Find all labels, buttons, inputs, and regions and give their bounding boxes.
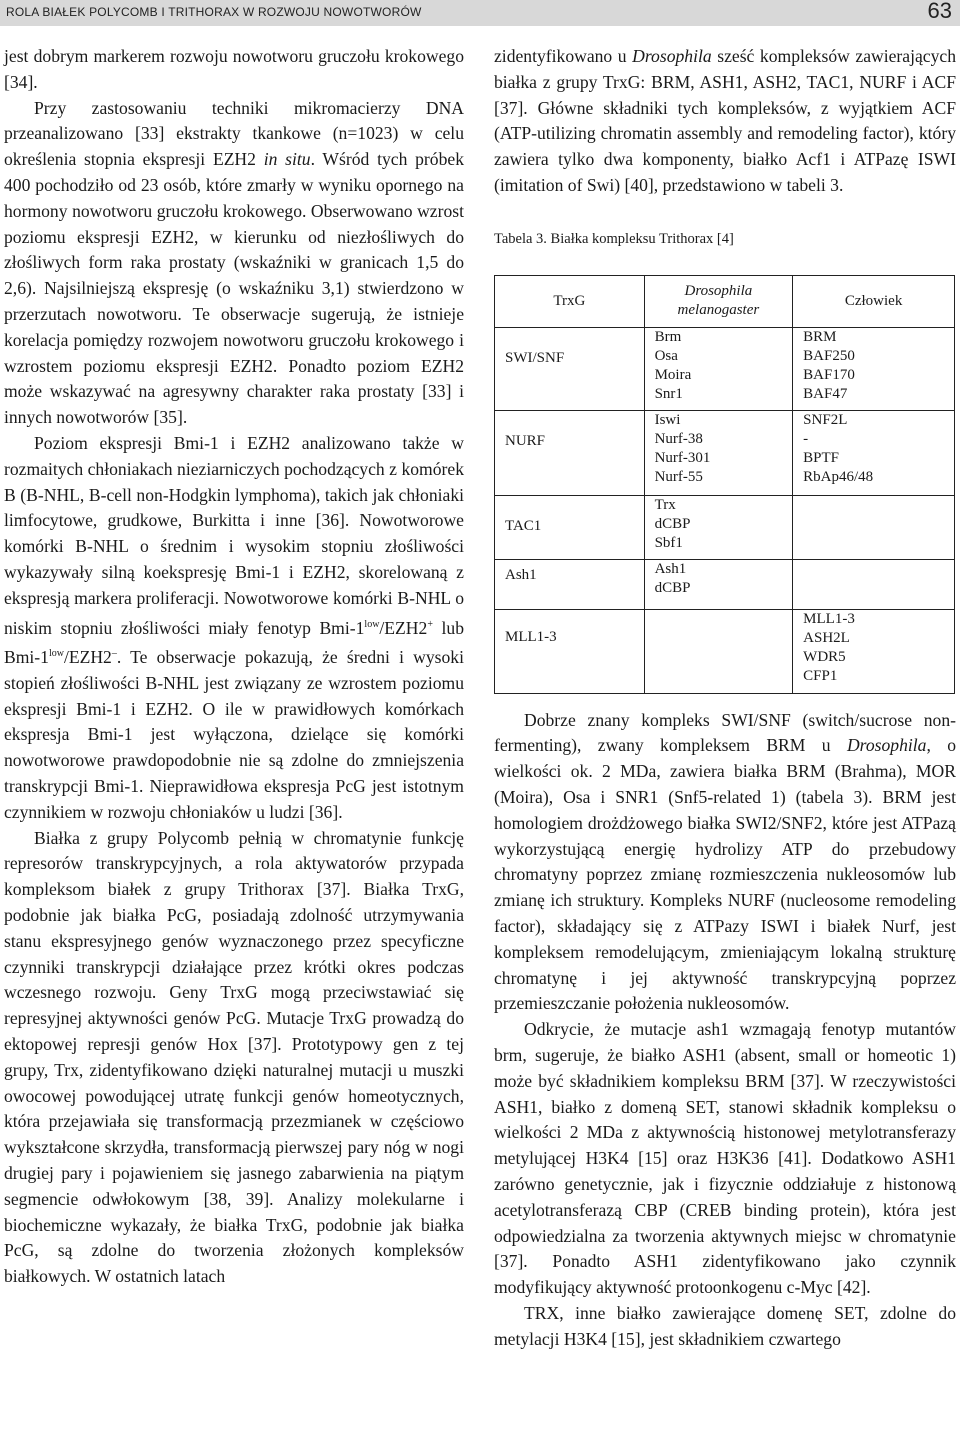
table-row — [495, 609, 955, 693]
table-cell: MLL1-3 ASH2L WDR5 CFP1 — [793, 609, 955, 693]
page-number: 63 — [927, 0, 952, 23]
paragraph: Białka z grupy Polycomb pełnią w chromatynie funkcję represorów transkrypcyjnych, a rola aktywatorów przypada kompleksom białek z grupy Trithorax [37]. Białka TrxG, podobnie jak białka PcG, posiadają zdolność utrzymywania stanu ekspresyjnego genów wyznaczonego przez specyficzne czynniki transkrypcji działające przez krótki okres podczas wczesnego rozwoju. Geny TrxG mogą przeciwstawiać się represyjnej aktywności genów PcG. Mutacje TrxG prowadzą do ektopowej represji genów Hox [37]. Prototypowy gen z tej grupy, Trx, zidentyfikowano dzięki naturalnej mutacji u muszki owocowej powodującej utratę funkcji genów homeotycznych, która przejawiała się transformacją przezmianek w częściowo wykształcone skrzydła, transformacją pierwszej pary nóg w nogi drugiej pary i pojawieniem się jasnego zabarwienia na piątym segmencie odwłokowym [38, 39]. Analizy molekularne i biochemiczne wykazały, że białka TrxG, podobnie jak białka PcG, są zdolne do tworzenia złożonych kompleksów białkowych. W ostatnich latach — [4, 827, 464, 1287]
trithorax-table — [494, 275, 955, 694]
running-title: ROLA BIAŁEK POLYCOMB I TRITHORAX W ROZWOJU NOWOTWORÓW — [6, 5, 422, 19]
table-header-cell: TrxG — [495, 275, 645, 327]
table-header-cell: Człowiek — [793, 275, 955, 327]
paragraph: TRX, inne białko zawierające domenę SET, zdolne do metylacji H3K4 [15], jest składnikiem czwartego — [494, 1302, 956, 1349]
table-cell — [793, 559, 955, 609]
paragraph: Poziom ekspresji Bmi-1 i EZH2 analizowano także w rozmaitych chłoniakach nieziarniczych pochodzących z komórek B (B-NHL, B-cell non-Hodgkin lymphoma), takich jak chłoniaki limfocytowe, grudkowe, Burkitta i inne [36]. Nowotworowe komórki B-NHL o średnim i wysokim stopniu złośliwości wykazywały silną koekspresję Bmi-1 i EZH2, skorelowaną z ekspresją markera proliferacji. Nowotworowe komórki B-NHL o niskim stopniu złośliwości miały fenotyp Bmi-$1^{low}/EZH2^+$ lub Bmi-$1^{low}/EZH2^-$. Te obserwacje pokazują, że średni i wysoki stopień złośliwości B-NHL jest związany ze wzrostem poziomu ekspresji Bmi-1 i EZH2. O ile w prawidłowych komórkach ekspresja Bmi-1 jest wyłączona, dzielące się komórki nowotworowe prawdopodobnie nie są zdolne do zmniejszenia transkrypcji Bmi-1. Nieprawidłowa ekspresja PcG jest istotnym czynnikiem w rozwoju chłoniaków u ludzi [36]. — [4, 432, 464, 822]
table-row — [495, 327, 955, 410]
table-row — [495, 559, 955, 609]
paragraph: Przy zastosowaniu techniki mikromacierzy DNA przeanalizowano [33] ekstrakty tkankowe (n=1023) w celu określenia stopnia ekspresji EZH2 in situ. Wśród tych próbek 400 pochodziło od 23 osób, które zmarły w wyniku opornego na hormony nowotworu gruczołu krokowego. Obserwowano wzrost poziomu ekspresji EZH2, w kierunku od niezłośliwych do złośliwych form raka prostaty (wskaźniki w granicach 1,5 do 2,6). Najsilniejszą ekspresję (o wskaźniku 3,1) stwierdzono w przerzutach nowotworu. Te obserwacje sugerują, że istnieje korelacja pomiędzy rozwojem nowotworu gruczołu krokowego i wzrostem poziomu ekspresji EZH2. Ponadto poziom EZH2 może wskazywać na agresywny charakter raka prostaty [33] i innych nowotworów [35]. — [4, 97, 464, 428]
table-cell: SWI/SNF — [495, 327, 645, 410]
table-cell: Iswi Nurf-38 Nurf-301 Nurf-55 — [644, 410, 793, 495]
table-cell: Brm Osa Moira Snr1 — [644, 327, 793, 410]
paragraph: zidentyfikowano u Drosophila sześć kompleksów zawierających białka z grupy TrxG: BRM, ASH1, ASH2, TAC1, NURF i ACF [37]. Główne składniki tych kompleksów, z wyjątkiem ACF (ATP-utilizing chromatin assembly and remodeling factor), który zawiera tylko dwa komponenty, białko Acf1 i ATPazę ISWI (imitation of Swi) [40], przedstawiono w tabeli 3. — [494, 46, 956, 195]
paragraph: Odkrycie, że mutacje ash1 wzmagają fenotyp mutantów brm, sugeruje, że białko ASH1 (absent, small or homeotic 1) może być składnikiem kompleksu BRM [37]. W rzeczywistości ASH1, białko z domeną SET, stanowi składnik kompleksu o wielkości 2 MDa z aktywnością histonowej metylotransferazy metylującej H3K4 [15] oraz H3K36 [41]. Dodatkowo ASH1 zarówno genetycznie, jak i fizycznie oddziałuje z histonową acetylotransferazą CBP (CREB binding protein), która jest odpowiedzialna za tworzenia aktywnych miejsc w chromatynie [37]. Ponadto ASH1 zidentyfikowano jako czynnik modyfikujący aktywność protoonkogenu c-Myc [42]. — [494, 1019, 956, 1298]
table-caption: Tabela 3. Białka kompleksu Trithorax [4] — [494, 230, 734, 247]
table-cell: BRM BAF250 BAF170 BAF47 — [793, 327, 955, 410]
left-column — [4, 44, 464, 1290]
running-header — [0, 0, 960, 26]
table-header-cell: Drosophila melanogaster — [644, 275, 793, 327]
paragraph: jest dobrym markerem rozwoju nowotworu gruczołu krokowego [34]. — [4, 46, 464, 92]
paragraph: Dobrze znany kompleks SWI/SNF (switch/sucrose non-fermenting), zwany kompleksem BRM u Drosophila, o wielkości ok. 2 MDa, zawiera białka BRM (Brahma), MOR (Moira), Osa i SNR1 (Snf5-related 1) (tabela 3). BRM jest homologiem drożdżowego białka SWI2/SNF2, które jest ATPazą wykorzystującą energię hydrolizy ATP do przebudowy chromatyny poprzez zmianę rozmieszczenia nukleosomów lub zmianę ich struktury. Kompleks NURF (nucleosome remodeling factor), składający się z ATPazy ISWI i białek Nurf, jest kompleksem remodelującym, zmieniającym lokalną strukturę chromatynę i jej aktywność transkrypcyjną poprzez przemieszczanie położenia nukleosomów. — [494, 709, 956, 1014]
table-row — [495, 495, 955, 559]
table-cell: MLL1-3 — [495, 609, 645, 693]
table-cell: TAC1 — [495, 495, 645, 559]
table-cell: Ash1 dCBP — [644, 559, 793, 609]
table-cell: Ash1 — [495, 559, 645, 609]
right-column — [494, 44, 956, 1353]
table-cell: Trx dCBP Sbf1 — [644, 495, 793, 559]
table-cell — [644, 609, 793, 693]
table-header-row — [495, 275, 955, 327]
table-row — [495, 410, 955, 495]
table-cell: SNF2L - BPTF RbAp46/48 — [793, 410, 955, 495]
table-cell: NURF — [495, 410, 645, 495]
table-cell — [793, 495, 955, 559]
